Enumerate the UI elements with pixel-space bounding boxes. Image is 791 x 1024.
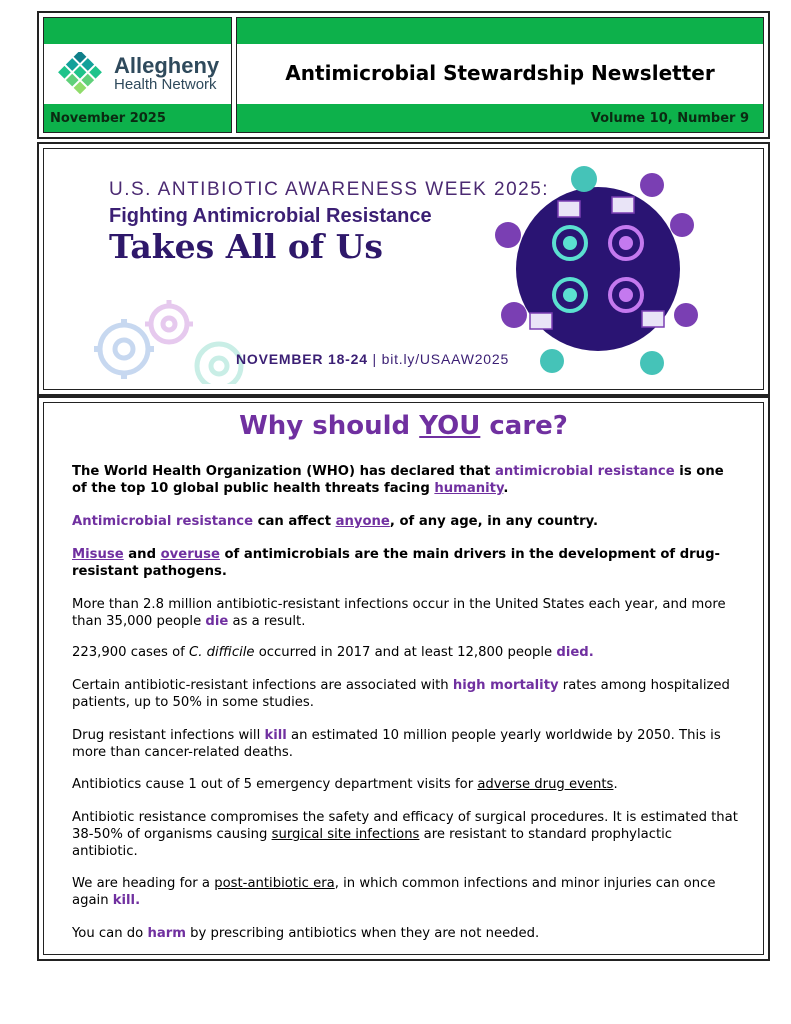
ahn-logo [44,44,231,102]
p4-text-2: as a result. [228,614,306,629]
p3-overuse: overuse [160,547,220,562]
heading-pre: Why should [239,411,420,441]
banner-line-2: Fighting Antimicrobial Resistance [109,205,432,227]
p7-text-2: an estimated 10 million people yearly worldwide by 2050. This is more than cancer-related deaths. [72,728,721,760]
green-bar-bottom [44,102,231,132]
p2-text: can affect [253,514,336,529]
p2-highlight: Antimicrobial resistance [72,514,254,529]
p10-era: post-antibiotic era [214,876,335,891]
p1-highlight: antimicrobial resistance [494,464,675,479]
banner-line-1: U.S. ANTIBIOTIC AWARENESS WEEK 2025: [109,179,550,200]
heading-post: care? [480,411,568,441]
p3-text-2: of antimicrobials are the main drivers in the development of drug-resistant pathogens. [72,547,720,579]
p11-text-2: by prescribing antibiotics when they are not needed. [185,926,540,941]
p6-text: Certain antibiotic-resistant infections are associated with [72,678,453,693]
awareness-week-banner [37,142,770,396]
p9-text-2: are resistant to standard prophylactic antibiotic. [72,827,673,859]
paragraph-us-infections [72,596,740,630]
p11-text: You can do [72,926,148,941]
green-bar-top-right [237,18,763,44]
p7-text: Drug resistant infections will [72,728,265,743]
p4-text: More than 2.8 million antibiotic-resistant infections occur in the United States each year, and more than 35,000 people [72,597,726,629]
collaboration-circle-graphic-icon [492,165,702,380]
p1-humanity: humanity [434,481,504,496]
p6-high-mortality: high mortality [452,678,559,693]
issue-volume: Volume 10, Number 9 [590,111,749,126]
logo-panel [43,17,232,133]
paragraph-surgical [72,809,740,860]
p10-kill: kill. [112,893,141,908]
banner-link: bit.ly/USAAW2025 [381,351,510,367]
p4-die: die [205,614,229,629]
p1-text: The World Health Organization (WHO) has declared that [72,464,495,479]
p1-end: . [503,481,509,496]
paragraph-mortality [72,677,740,711]
p8-end: . [613,777,618,792]
title-panel [236,17,764,133]
green-bar-top [44,18,231,44]
p2-text-2: , of any age, in any country. [389,514,599,529]
page-heading [44,411,763,441]
main-content [37,396,770,961]
ahn-diamond-logo-icon [54,52,106,94]
p11-harm: harm [147,926,186,941]
newsletter-header [37,11,770,139]
logo-line-1: Allegheny [114,52,220,78]
logo-line-2: Health Network [114,75,217,93]
paragraph-harm [72,925,740,942]
p1-text-2: is one of the top 10 global public health threats facing [72,464,724,496]
banner-line-3: Takes All of Us [109,227,383,266]
banner-separator: | [367,351,382,367]
p5-text: 223,900 cases of [72,645,190,660]
p3-misuse: Misuse [72,547,124,562]
p3-text: and [123,547,161,562]
banner-date-range: NOVEMBER 18-24 [236,351,368,367]
logo-wordmark [114,54,219,93]
paragraph-misuse [72,546,740,580]
green-bar-bottom-right [237,102,763,132]
p5-died: died. [556,645,594,660]
heading-you: YOU [419,411,481,441]
paragraph-ed-visits [72,776,740,793]
paragraph-who [72,463,740,497]
p2-anyone: anyone [335,514,390,529]
content-inner [43,402,764,955]
paragraph-2050 [72,727,740,761]
banner-dates [236,351,509,367]
paragraph-cdiff [72,644,740,661]
p10-text-2: , in which common infections and minor injuries can once again [72,876,716,908]
p8-adverse: adverse drug events [477,777,614,792]
p7-kill: kill [264,728,287,743]
paragraph-anyone [72,513,740,530]
newsletter-title: Antimicrobial Stewardship Newsletter [285,61,715,85]
p8-text: Antibiotics cause 1 out of 5 emergency department visits for [72,777,478,792]
gears-decoration-icon [94,294,284,384]
p5-text-2: occurred in 2017 and at least 12,800 people [254,645,557,660]
banner-inner [43,148,764,390]
p9-ssi: surgical site infections [271,827,420,842]
p9-text: Antibiotic resistance compromises the safety and efficacy of surgical procedures. It is estimated that 38-50% of organisms causing [72,810,738,842]
p10-text: We are heading for a [72,876,215,891]
p5-cdiff: C. difficile [189,645,255,660]
issue-date: November 2025 [50,111,166,126]
p6-text-2: rates among hospitalized patients, up to 50% in some studies. [72,678,730,710]
paragraph-post-antibiotic [72,875,740,909]
